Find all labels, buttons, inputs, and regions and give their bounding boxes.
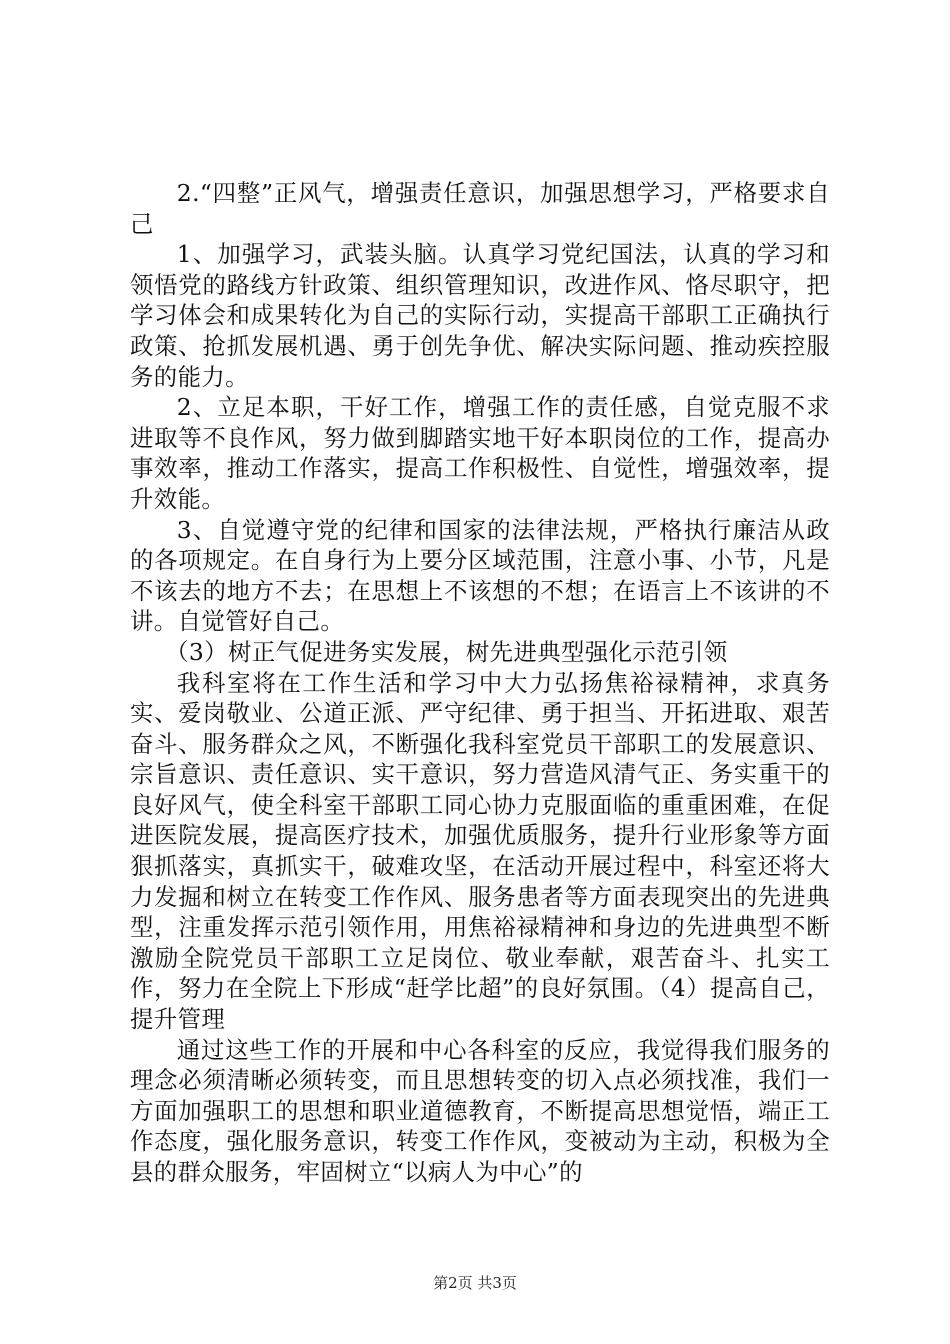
paragraph-strengthen-study: 1、加强学习，武装头脑。认真学习党纪国法，认真的学习和领悟党的路线方针政策、组织管理知识，改进作风、恪尽职守，把学习体会和成果转化为自己的实际行动，实提高干部职工正确执行政策、抢抓发展机遇、勇于创先争优、解决实际问题、推动疾控服务的能力。	[130, 240, 830, 391]
section-heading-four-rectify: 2.“四整”正风气，增强责任意识，加强思想学习，严格要求自己	[130, 179, 830, 238]
paragraph-focus-on-duty: 2、立足本职，干好工作，增强工作的责任感，自觉克服不求进取等不良作风，努力做到脚踏实地干好本职岗位的工作，提高办事效率，推动工作落实，提高工作积极性、自觉性，增强效率，提升效能。	[130, 393, 830, 513]
section-heading-set-example: （3）树正气促进务实发展，树先进典型强化示范引领	[165, 637, 728, 666]
paragraph-observe-discipline: 3、自觉遵守党的纪律和国家的法律法规，严格执行廉洁从政的各项规定。在自身行为上要分区域范围，注意小事、小节，凡是不该去的地方不去；在思想上不该想的不想；在语言上不该讲的不讲。自觉管好自己。	[130, 515, 830, 636]
paragraph-service-concept: 通过这些工作的开展和中心各科室的反应，我觉得我们服务的理念必须清晰必须转变，而且思想转变的切入点必须找准，我们一方面加强职工的思想和职业道德教育，不断提高思想觉悟，端正工作态度，强化服务意识，转变工作作风，变被动为主动，积极为全县的群众服务，牢固树立“以病人为中心”的	[130, 1035, 830, 1186]
paragraph-department-spirit: 我科室将在工作生活和学习中大力弘扬焦裕禄精神，求真务实、爱岗敬业、公道正派、严守纪律、勇于担当、开拓进取、艰苦奋斗、服务群众之风，不断强化我科室党员干部职工的发展意识、宗旨意识、责任意识、实干意识，努力营造风清气正、务实重干的良好风气，使全科室干部职工同心协力克服面临的重重困难，在促进医院发展，提高医疗技术，加强优质服务，提升行业形象等方面狠抓落实，真抓实干，破难攻坚，在活动开展过程中，科室还将大力发掘和树立在转变工作作风、服务患者等方面表现突出的先进典型，注重发挥示范引领作用，用焦裕禄精神和身边的先进典型不断激励全院党员干部职工立足岗位、敬业奉献，艰苦奋斗、扎实工作，努力在全院上下形成“赶学比超”的良好氛围。（4）提高自己，提升管理	[130, 668, 830, 1034]
page-number-footer: 第2页 共3页	[433, 1274, 517, 1292]
document-body	[130, 178, 830, 1188]
